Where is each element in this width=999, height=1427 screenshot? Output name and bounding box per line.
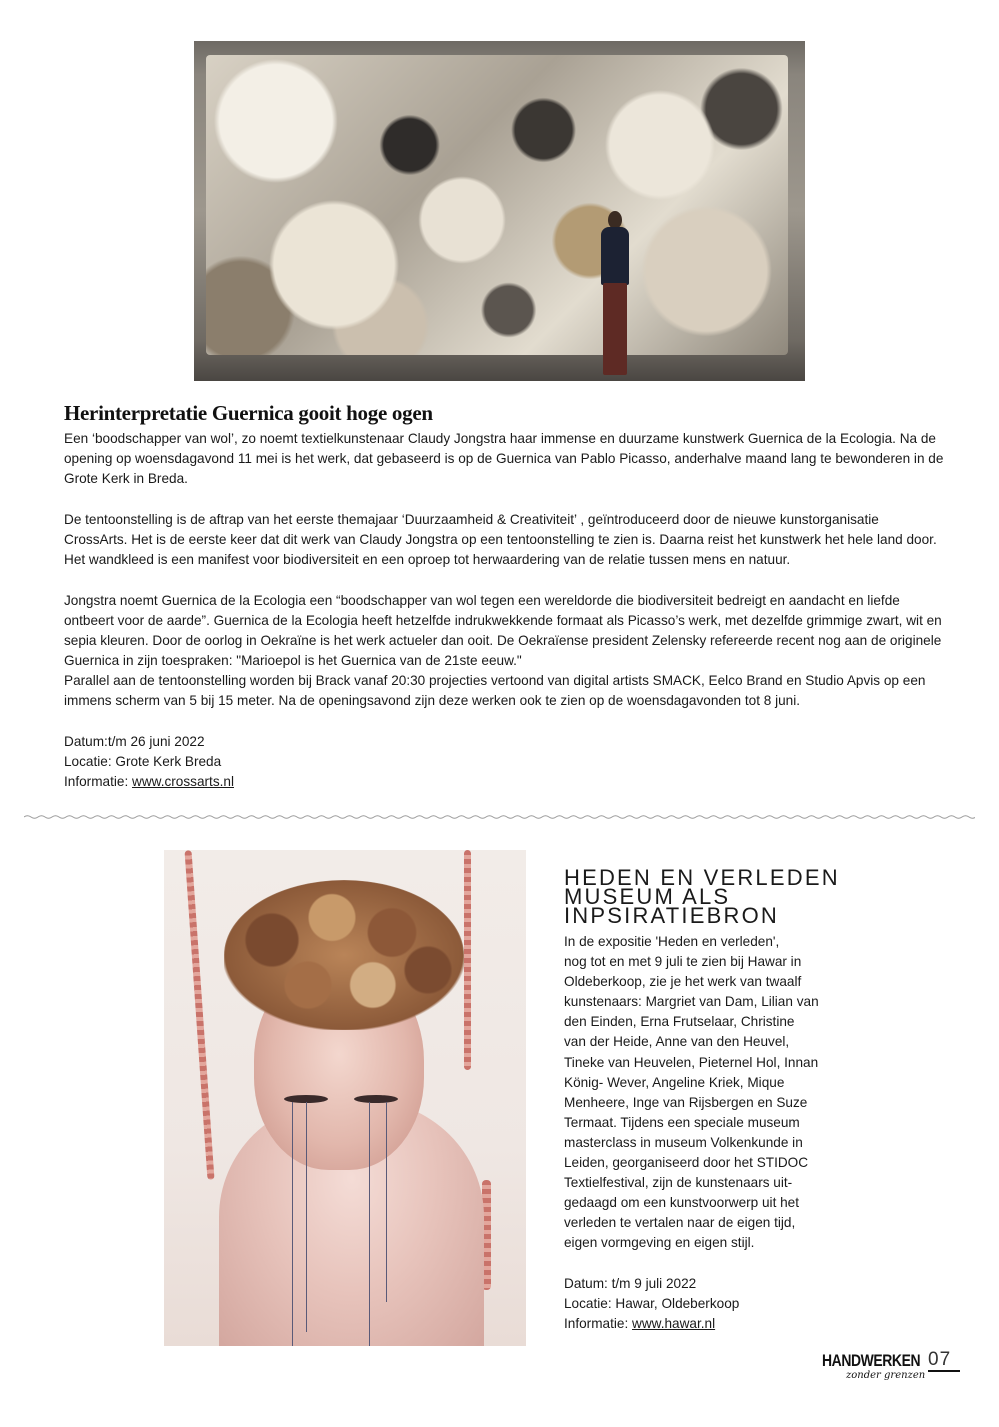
article-2-info-label: Informatie: bbox=[564, 1316, 632, 1331]
article-2-line: In de expositie 'Heden en verleden', bbox=[564, 934, 780, 949]
thread-strand bbox=[386, 1102, 387, 1302]
article-2-line: Oldeberkoop, zie je het werk van twaalf bbox=[564, 974, 802, 990]
tapestry-artwork bbox=[206, 55, 788, 355]
crossarts-link[interactable]: www.crossarts.nl bbox=[132, 774, 234, 789]
article-1-info bbox=[64, 732, 234, 792]
thread-strand bbox=[369, 1102, 370, 1346]
visitor-figure bbox=[599, 211, 629, 376]
brand-subtitle: zonder grenzen bbox=[846, 1370, 926, 1381]
tapestry-photo bbox=[194, 41, 805, 381]
article-1-title: Herinterpretatie Guernica gooit hoge ogen bbox=[64, 401, 433, 425]
article-2-line: van der Heide, Anne van den Heuvel, bbox=[564, 1034, 790, 1050]
brand-name: HANDWERKEN bbox=[822, 1351, 921, 1370]
article-2-line: Leiden, georganiseerd door het STIDOC bbox=[564, 1155, 809, 1171]
article-1-info-label: Informatie: bbox=[64, 774, 132, 789]
article-2-line: Termaat. Tijdens een speciale museum bbox=[564, 1114, 800, 1130]
hawar-link[interactable]: www.hawar.nl bbox=[632, 1316, 716, 1331]
page-number-rule bbox=[928, 1370, 960, 1372]
felt-portrait-photo bbox=[164, 850, 526, 1346]
article-2-line: Tineke van Heuvelen, Pieternel Hol, Innan bbox=[564, 1054, 819, 1070]
visitor-torso bbox=[601, 227, 629, 285]
article-2-line: gedaagd om een kunstvoorwerp uit het bbox=[564, 1195, 800, 1211]
article-1-location: Locatie: Grote Kerk Breda bbox=[64, 754, 222, 769]
page-number: 07 bbox=[928, 1349, 952, 1370]
article-1-date: Datum:t/m 26 juni 2022 bbox=[64, 734, 205, 749]
sculpture-hair bbox=[224, 880, 464, 1030]
article-1-paragraph-3: Jongstra noemt Guernica de la Ecologia een “boodschapper van wol tegen een wereldorde die biodiversiteit bedreigt en aandacht en liefde ontbeert voor de aarde”. Guernica de la Ecologia heeft hetzelfde indrukwekkende formaat als Picasso’s werk, met dezelfde grimmige zwart, wit en sepia kleuren. Door de oorlog in Oekraïne is het werk actueler dan ooit. De Oekraïense president Zelensky refereerde recent nog aan de originele Guernica in zijn toespraken: "Marioepol is het Guernica van de 21ste eeuw." Parallel aan de tentoonstelling worden bij Brack vanaf 20:30 projecties vertoond van digital artists SMACK, Eelco Brand en Studio Apvis op een immens scherm van 5 bij 15 meter. Na de openingsavond zijn deze werken ook te zien op de woensdagavonden tot 8 juni. bbox=[64, 593, 942, 708]
article-1-info-line bbox=[64, 772, 234, 792]
visitor-legs bbox=[603, 283, 627, 375]
article-2-line: kunstenaars: Margriet van Dam, Lilian van bbox=[564, 994, 819, 1010]
article-2-line: den Einden, Erna Frutselaar, Christine bbox=[564, 1014, 795, 1030]
article-2-line: Menheere, Inge van Rijsbergen en Suze bbox=[564, 1094, 808, 1110]
thread-strand bbox=[306, 1102, 307, 1332]
article-2-location: Locatie: Hawar, Oldeberkoop bbox=[564, 1296, 740, 1311]
sculpture-eye-right bbox=[354, 1095, 398, 1103]
article-1-paragraph-2: De tentoonstelling is de aftrap van het eerste themajaar ‘Duurzaamheid & Creativiteit’ , geïntroduceerd door de nieuwe kunstorganisatie CrossArts. Het is de eerste keer dat dit werk van Claudy Jongstra op een tentoonstelling te zien is. Daarna reist het kunstwerk het hele land door. Het wandkleed is een manifest voor biodiversiteit en een oproep tot herwaardering van de relatie tussen mens en natuur. bbox=[64, 512, 937, 567]
article-2-line: masterclass in museum Volkenkunde in bbox=[564, 1134, 803, 1150]
hanging-cord-left bbox=[184, 850, 214, 1180]
article-2-line: eigen vormgeving en eigen stijl. bbox=[564, 1235, 755, 1251]
article-2-title bbox=[564, 865, 840, 928]
article-2-body bbox=[564, 932, 819, 1254]
article-2-date: Datum: t/m 9 juli 2022 bbox=[564, 1276, 697, 1291]
hanging-cord-right bbox=[464, 850, 471, 1070]
wavy-divider bbox=[24, 812, 975, 822]
article-2-info bbox=[564, 1274, 739, 1334]
article-2-line: nog tot en met 9 juli te zien bij Hawar in bbox=[564, 954, 802, 970]
article-2-title-line: MUSEUM ALS bbox=[564, 884, 731, 909]
article-2-title-line: HEDEN EN VERLEDEN bbox=[564, 865, 840, 890]
article-1-paragraph-1: Een ‘boodschapper van wol’, zo noemt textielkunstenaar Claudy Jongstra haar immense en duurzame kunstwerk Guernica de la Ecologia. Na de opening op woensdagavond 11 mei is het werk, dat gebaseerd is op de Guernica van Pablo Picasso, anderhalve maand lang te bewonderen in de Grote Kerk in Breda. bbox=[64, 431, 944, 486]
article-2-line: König- Wever, Angeline Kriek, Mique bbox=[564, 1074, 785, 1090]
thread-strand bbox=[292, 1102, 293, 1346]
article-2-title-line: INPSIRATIEBRON bbox=[564, 903, 779, 928]
article-2-line: Textielfestival, zijn de kunstenaars uit- bbox=[564, 1175, 793, 1191]
article-2-info-line bbox=[564, 1314, 739, 1334]
magazine-brand bbox=[822, 1351, 962, 1391]
article-2-line: verleden te vertalen naar de eigen tijd, bbox=[564, 1215, 796, 1231]
